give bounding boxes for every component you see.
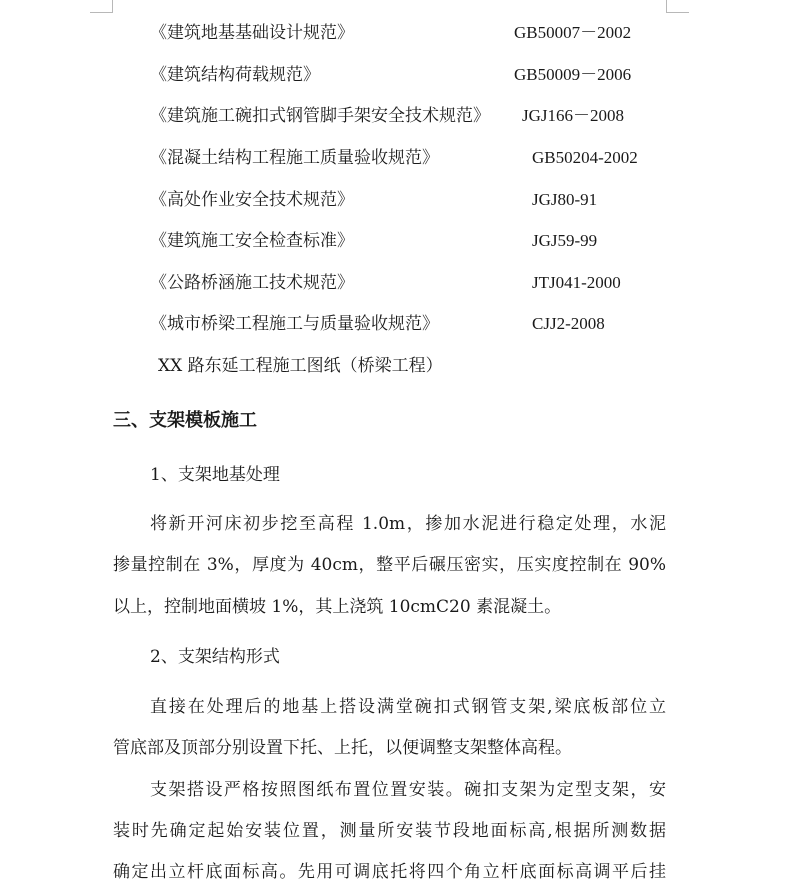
- paragraph-line: 确定出立杆底面标高。先用可调底托将四个角立杆底面标高调平后挂: [113, 862, 666, 882]
- crop-mark-left: [90, 0, 113, 13]
- paragraph-line: 以上，控制地面横坡 1%，其上浇筑 10cmC20 素混凝土。: [113, 597, 562, 617]
- standard-item: [150, 230, 670, 252]
- standard-code: GB50009－2006: [514, 65, 632, 84]
- standard-item: [150, 272, 670, 294]
- standard-code: JGJ166－2008: [522, 106, 625, 125]
- standard-name: 《建筑施工碗扣式钢管脚手架安全技术规范》: [150, 106, 490, 126]
- standard-name: 《建筑施工安全检查标准》: [150, 231, 354, 251]
- standard-code: JTJ041-2000: [532, 273, 621, 292]
- standard-item: [150, 147, 670, 169]
- standard-code: GB50204-2002: [532, 148, 638, 167]
- paragraph-line: 掺量控制在 3%，厚度为 40cm，整平后碾压密实，压实度控制在 90%: [113, 555, 666, 575]
- standard-item: [150, 22, 670, 44]
- standard-name: 《建筑结构荷载规范》: [150, 65, 320, 85]
- paragraph-line: 直接在处理后的地基上搭设满堂碗扣式钢管支架,梁底板部位立: [150, 697, 666, 717]
- paragraph-line: 装时先确定起始安装位置，测量所安装节段地面标高,根据所测数据: [113, 821, 666, 841]
- standard-name: 《高处作业安全技术规范》: [150, 190, 354, 210]
- subsection-title: 2、支架结构形式: [150, 647, 280, 667]
- standard-code: JGJ80-91: [532, 190, 598, 209]
- standard-name: 《混凝土结构工程施工质量验收规范》: [150, 148, 439, 168]
- subsection-title: 1、支架地基处理: [150, 465, 280, 485]
- standard-item: [150, 64, 670, 86]
- standard-item: [150, 105, 670, 127]
- standard-item: [150, 189, 670, 211]
- standard-code: JGJ59-99: [532, 231, 598, 250]
- standard-name: 《建筑地基基础设计规范》: [150, 23, 354, 43]
- standard-name: 《公路桥涵施工技术规范》: [150, 273, 354, 293]
- crop-mark-right: [666, 0, 689, 13]
- paragraph-line: 将新开河床初步挖至高程 1.0m，掺加水泥进行稳定处理，水泥: [150, 514, 666, 534]
- paragraph-line: 管底部及顶部分别设置下托、上托，以便调整支架整体高程。: [113, 738, 572, 758]
- section-heading: 三、支架模板施工: [113, 410, 257, 431]
- drawings-line: XX 路东延工程施工图纸（桥梁工程）: [158, 356, 443, 376]
- standard-item: [150, 313, 670, 335]
- standard-name: 《城市桥梁工程施工与质量验收规范》: [150, 314, 439, 334]
- standard-code: GB50007－2002: [514, 23, 632, 42]
- standard-code: CJJ2-2008: [532, 314, 605, 333]
- paragraph-line: 支架搭设严格按照图纸布置位置安装。碗扣支架为定型支架，安: [150, 780, 666, 800]
